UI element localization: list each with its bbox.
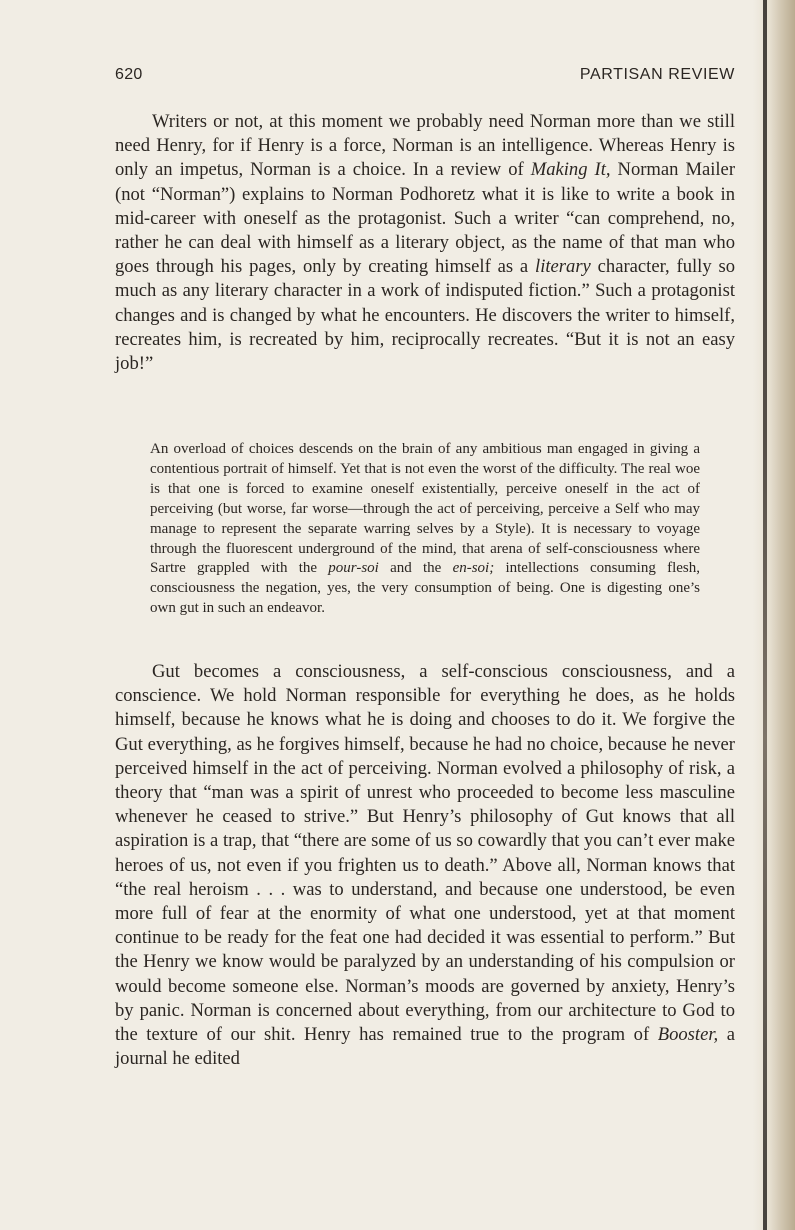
text-run: and the: [378, 560, 453, 577]
text-run: Writers or not, at this moment we probably need Norman more than we still need Henry, for if Henry is a force, Norman is an intelligence. Whereas Henry is only an impetus, Norman is a choice. In a review of: [115, 111, 735, 181]
book-gutter-edge: [763, 0, 767, 1230]
text-run: a journal he edited: [115, 1024, 735, 1070]
body-paragraph-1: [115, 110, 735, 376]
body-paragraph-2: [115, 660, 735, 1071]
text-run: intellections consuming flesh, consciousness the negation, yes, the very consumption of being. One is digesting one’s own gut in such an endeavor.: [150, 560, 701, 617]
italic-literary: literary: [535, 256, 591, 278]
page-number: 620: [115, 66, 143, 83]
paragraph-text: [115, 660, 735, 1071]
block-quote: [150, 440, 700, 619]
book-title-making-it: Making It,: [530, 159, 611, 181]
text-run: An overload of choices descends on the brain of any ambitious man engaged in giving a contentious portrait of himself. Yet that is not even the worst of the difficulty. The real woe is that one is forced to examine oneself existentially, perceive oneself in the act of perceiving (but worse, far worse—through the act of perceiving, perceive a Self who may manage to represent the separate warring selves by a Style). It is necessary to voyage through the fluorescent underground of the mind, that arena of self-consciousness where Sartre grappled with the: [150, 441, 700, 577]
running-head: PARTISAN REVIEW: [579, 66, 735, 83]
paragraph-text: [115, 110, 735, 376]
italic-en-soi: en-soi;: [452, 560, 495, 577]
text-run: Norman Mailer (not “Norman”) explains to Norman Podhoretz what it is like to write a book in mid-career with oneself as the protagonist. Such a writer “can comprehend, no, rather he can deal with himself as a literary object, as the name of that man who goes through his pages, only by creating himself as a: [115, 159, 736, 278]
text-run: character, fully so much as any literary character in a work of indisputed fiction.” Such a protagonist changes and is changed by what he encounters. He discovers the writer to himself, recreates him, is recreated by him, reciprocally recreates. “But it is not an easy job!”: [115, 256, 735, 375]
page-header: [115, 66, 735, 90]
quote-text: [150, 440, 700, 619]
text-run: Gut becomes a consciousness, a self-conscious consciousness, and a conscience. We hold Norman responsible for everything he does, as he holds himself, because he knows what he is doing and chooses to do it. We forgive the Gut everything, as he forgives himself, because he had no choice, because he never perceived himself in the act of perceiving. Norman evolved a philosophy of risk, a theory that “man was a spirit of unrest who proceeded to become less masculine whenever he ceased to strive.” But Henry’s philosophy of Gut knows that all aspiration is a trap, that “there are some of us so cowardly that you can’t ever make heroes of us, not even if you frighten us to death.” Above all, Norman knows that “the real heroism . . . was to understand, and because one understood, be even more full of fear at the enormity of what one understood, yet at that moment continue to be ready for the feat one had decided it was essential to perform.” But the Henry we know would be paralyzed by an understanding of his compulsion or would become someone else. Norman’s moods are governed by anxiety, Henry’s by panic. Norman is concerned about everything, from our architecture to God to the texture of our shit. Henry has remained true to the program of: [115, 661, 735, 1046]
italic-pour-soi: pour-soi: [328, 560, 379, 577]
book-spine-shadow: [753, 0, 795, 1230]
journal-title-booster: Booster,: [657, 1024, 719, 1046]
